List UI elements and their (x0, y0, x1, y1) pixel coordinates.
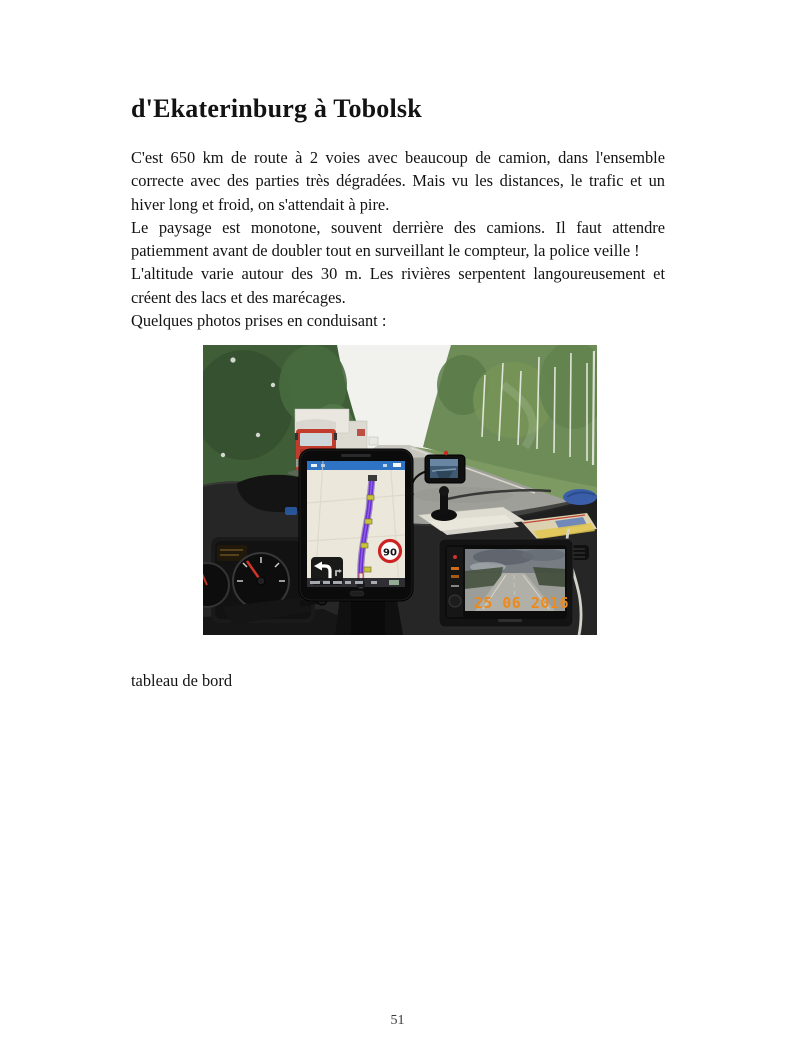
date-stamp: 25 06 2016 (473, 594, 569, 612)
speed-limit-value: 90 (383, 547, 397, 559)
distant-vehicle (369, 437, 378, 445)
body-text (131, 146, 665, 332)
page-title: d'Ekaterinburg à Tobolsk (131, 94, 422, 123)
paragraph-landscape: Le paysage est monotone, souvent derrière des camions. Il faut attendre patiemment avant de doubler tout en surveillant le compteur, la police veille ! (131, 217, 665, 261)
dashboard-photo-art (203, 345, 597, 635)
dashboard-photo (203, 345, 597, 635)
gps-info-bar (307, 578, 405, 587)
volume-knob (449, 595, 461, 607)
car-radio (439, 539, 573, 627)
photo-caption: tableau de bord (131, 671, 233, 690)
paragraph-road: C'est 650 km de route à 2 voies avec beaucoup de camion, dans l'ensemble correcte avec des parties très dégradées. Mais vu les distances, le trafic et un hiver long et froid, on s'attendait à pire. (131, 148, 665, 214)
page-number: 51 (390, 1013, 405, 1028)
dashcam-record-light (444, 451, 448, 455)
paragraph-altitude: L'altitude varie autour des 30 m. Les rivières serpentent langoureusement et créent des lacs et des marécages. (131, 264, 665, 307)
tablet-home-button (350, 591, 364, 596)
paragraph-photos-intro: Quelques photos prises en conduisant : (131, 311, 387, 331)
